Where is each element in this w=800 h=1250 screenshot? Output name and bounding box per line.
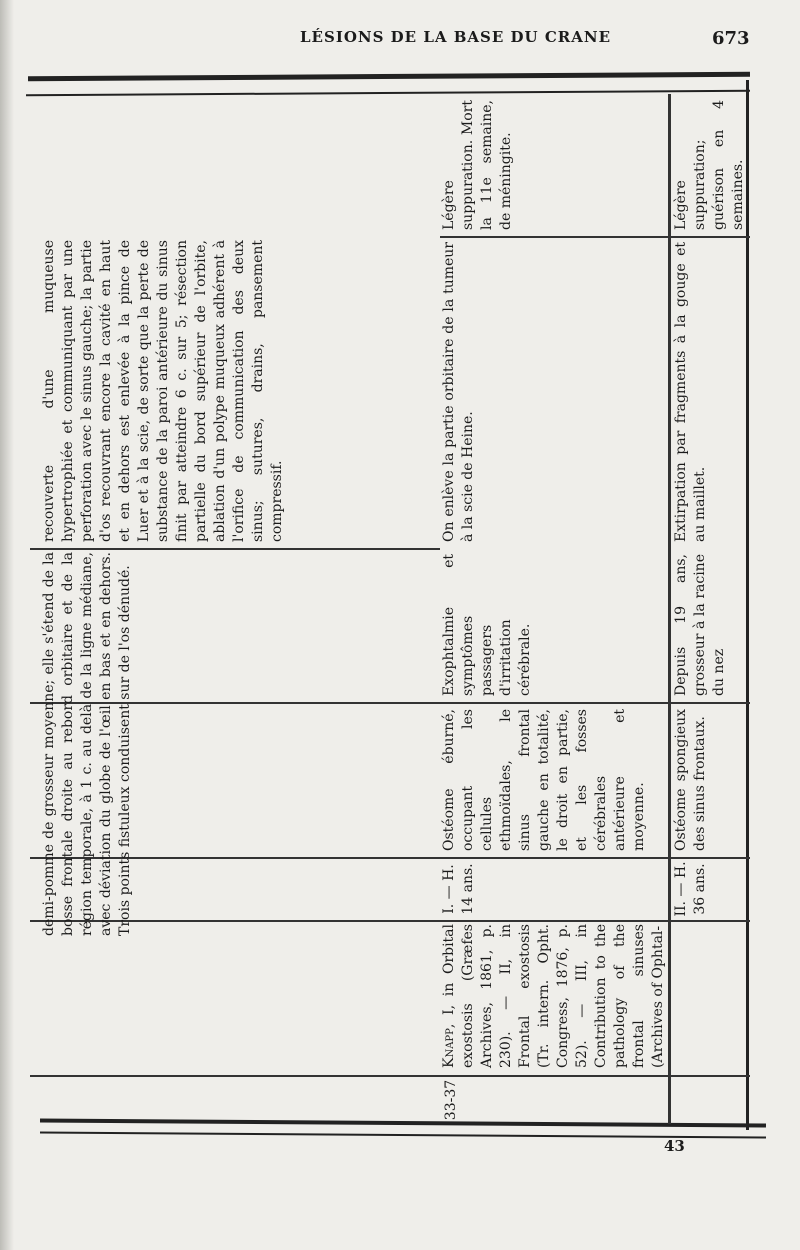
row-2-nature [672,705,744,855]
row-1-reference [440,920,740,1072]
row-1-nature [440,705,670,855]
row-2-case [672,860,744,918]
row-separator [668,94,671,1124]
row-2-nature-text: Ostéome spongieux des sinus frontaux. [673,709,708,851]
row-1-result-text: Légère suppuration. Mort la 11e semaine, de méningite. [441,100,514,230]
table-top-rule [28,72,750,81]
row-2-result-text: Légère suppuration; guérison en 4 semaines. [673,100,746,230]
continuation-nature [40,548,190,940]
continuation-nature-text: demi-pomme de grosseur moyenne; elle s'étend de la bosse frontale droite au rebord orbitaire et de la région temporale, à 1 c. au delà de la ligne médiane, avec déviation du globe de l'œil en bas et en dehors. Trois points fistuleux conduisent sur de l'os dénudé. [41,552,133,936]
row-1-case-text: I. — H. 14 ans. [441,863,476,915]
continuation-operation [40,236,340,546]
table-bottom-rule [40,1118,766,1127]
signature-mark: 43 [664,1137,685,1155]
row-2-symptoms [672,550,744,700]
row-1-symptoms-text: Exophtalmie et symptômes passagers d'irritation cérébrale. [441,554,533,696]
row-1-operation [440,238,670,546]
row-1-result [440,96,665,234]
row-1-num [440,1075,466,1125]
running-head: LÉSIONS DE LA BASE DU CRANE [300,28,612,46]
row-1-author: Knapp, [441,1023,457,1068]
row-2-operation [672,238,744,546]
row-2-result [672,96,744,234]
row-1-nature-text: Ostéome éburné, occupant les cellules ethmoïdales, le sinus frontal gauche en totalité, le droit en partie, et les fosses cérébrales antérieure et moyenne. [441,709,647,851]
table-right-rule [746,80,749,1130]
column-separator [30,1075,750,1077]
row-1-operation-text: On enlève la partie orbitaire de la tumeur à la scie de Heine. [441,242,476,542]
continuation-operation-text: recouverte d'une muqueuse hypertrophiée et communiquant par une perforation avec le sinus gauche; la partie d'os recouvrant encore la cavité en haut et en dehors est enlevée à la pince de Luer et à la scie, de sorte que la perte de substance de la paroi antérieure du sinus finit par atteindre 6 c. sur 5; résection partielle du bord supérieur de l'orbite, ablation d'un polype muqueux adhérent à l'orifice de communication des deux sinus; sutures, drains, pansement compressif. [41,240,285,542]
row-2-operation-text: Extirpation par fragments à la gouge et au maillet. [673,242,708,542]
row-2-case-text: II. — H. 36 ans. [673,861,708,917]
row-2-symptoms-text: Depuis 19 ans, grosseur à la racine du nez [673,554,727,696]
page-gutter-shadow [0,0,14,1250]
row-1-case [440,860,530,918]
page-number: 673 [712,28,750,49]
row-1-symptoms [440,550,670,700]
row-1-reference-text: I, in Orbital exostosis (Græfes Archives, 1861, p. 230). — II, in Frontal exostosis (Tr. intern. Opht. Congress, 1876, p. 52). — III, in Contribution to the pathology of the frontal sinuses (Archives of Ophtal- [441,923,666,1068]
table-bottom-rule-thin [40,1131,766,1138]
row-1-num-text: 33-37 [443,1079,459,1121]
